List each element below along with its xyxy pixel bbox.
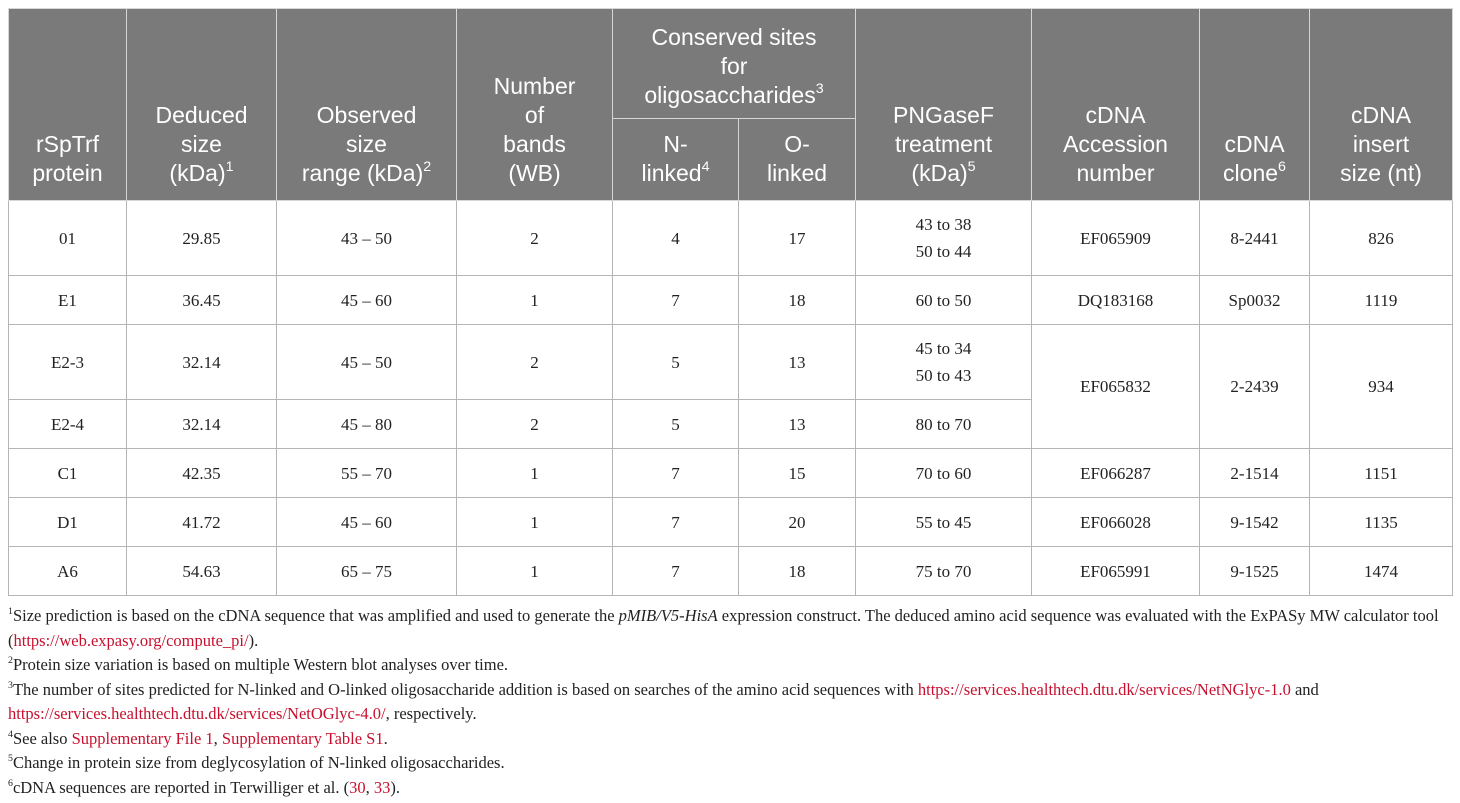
cell-n-linked: 7 — [613, 498, 739, 547]
table-row — [9, 449, 1453, 498]
cell-pngase: 70 to 60 — [856, 449, 1032, 498]
cell-accession: EF065991 — [1032, 547, 1200, 596]
table-container — [8, 8, 1452, 800]
footnote-2: $^2$Protein size variation is based on multiple Western blot analyses over time. — [8, 655, 509, 674]
cell-clone: 2-1514 — [1200, 449, 1310, 498]
cell-o-linked: 15 — [739, 449, 856, 498]
cell-accession: DQ183168 — [1032, 276, 1200, 325]
cell-n-linked: 5 — [613, 325, 739, 400]
col-header-clone: cDNA clone$^6$ — [1200, 9, 1310, 201]
cell-clone: 2-2439 — [1200, 325, 1310, 449]
cell-insert: 1119 — [1310, 276, 1453, 325]
cell-o-linked: 17 — [739, 201, 856, 276]
cell-insert: 826 — [1310, 201, 1453, 276]
col-header-n-linked: N- linked$^4$ — [613, 119, 739, 201]
col-header-accession: cDNA Accession number — [1032, 9, 1200, 201]
cell-o-linked: 20 — [739, 498, 856, 547]
table-row — [9, 201, 1453, 276]
col-header-deduced-size: Deduced size (kDa)$^1$ — [127, 9, 277, 201]
footnote-5: $^5$Change in protein size from deglycosylation of N-linked oligosaccharides. — [8, 753, 505, 772]
cell-clone: 9-1542 — [1200, 498, 1310, 547]
cell-protein: E2-4 — [9, 400, 127, 449]
cell-bands: 2 — [457, 201, 613, 276]
cell-deduced: 32.14 — [127, 400, 277, 449]
cell-protein: E1 — [9, 276, 127, 325]
cell-bands: 1 — [457, 498, 613, 547]
col-header-conserved-sites: Conserved sites for oligosaccharides$^3$ — [613, 9, 856, 119]
cell-insert: 934 — [1310, 325, 1453, 449]
cell-accession: EF065909 — [1032, 201, 1200, 276]
footnote-4: $^4$See also Supplementary File 1, Supplementary Table S1. — [8, 728, 388, 748]
table-row — [9, 547, 1453, 596]
cell-deduced: 42.35 — [127, 449, 277, 498]
reference-30-link[interactable]: 30 — [349, 777, 366, 797]
cell-deduced: 36.45 — [127, 276, 277, 325]
cell-o-linked: 13 — [739, 400, 856, 449]
expasy-link[interactable]: https://web.expasy.org/compute_pi/ — [13, 630, 249, 650]
cell-pngase: 43 to 38 50 to 44 — [856, 201, 1032, 276]
footnote-1: $^1$Size prediction is based on the cDNA sequence that was amplified and used to generate the pMIB/V5-HisA expression construct. The deduced amino acid sequence was evaluated with the ExPASy MW calculator tool (https://web.expasy.org/compute_pi/). — [8, 606, 1439, 650]
cell-observed: 45 – 50 — [277, 325, 457, 400]
cell-accession: EF066028 — [1032, 498, 1200, 547]
table-row — [9, 325, 1453, 400]
cell-observed: 65 – 75 — [277, 547, 457, 596]
cell-deduced: 41.72 — [127, 498, 277, 547]
footnote-6: $^6$cDNA sequences are reported in Terwilliger et al. (30, 33). — [8, 777, 401, 797]
cell-n-linked: 7 — [613, 547, 739, 596]
cell-observed: 43 – 50 — [277, 201, 457, 276]
col-header-pngasef: PNGaseF treatment (kDa)$^5$ — [856, 9, 1032, 201]
cell-protein: C1 — [9, 449, 127, 498]
cell-bands: 2 — [457, 400, 613, 449]
cell-observed: 45 – 80 — [277, 400, 457, 449]
cell-o-linked: 18 — [739, 276, 856, 325]
supplementary-table-link[interactable]: Supplementary Table S1 — [221, 728, 384, 748]
cell-insert: 1151 — [1310, 449, 1453, 498]
header-row-1 — [9, 9, 1453, 119]
cell-protein: A6 — [9, 547, 127, 596]
cell-accession: EF066287 — [1032, 449, 1200, 498]
cell-accession: EF065832 — [1032, 325, 1200, 449]
cell-n-linked: 7 — [613, 449, 739, 498]
cell-n-linked: 5 — [613, 400, 739, 449]
supplementary-file-link[interactable]: Supplementary File 1 — [71, 728, 214, 748]
cell-bands: 1 — [457, 547, 613, 596]
table-row — [9, 498, 1453, 547]
cell-bands: 1 — [457, 449, 613, 498]
cell-n-linked: 7 — [613, 276, 739, 325]
footnote-3: $^3$The number of sites predicted for N-linked and O-linked oligosaccharide addition is based on searches of the amino acid sequences with https://services.healthtech.dtu.dk/services/NetNGlyc-1.0 and https://services.healthtech.dtu.dk/services/NetOGlyc-4.0/, respectively. — [8, 679, 1319, 723]
cell-o-linked: 18 — [739, 547, 856, 596]
cell-observed: 45 – 60 — [277, 276, 457, 325]
cell-observed: 45 – 60 — [277, 498, 457, 547]
footnotes — [8, 604, 1452, 800]
cell-bands: 2 — [457, 325, 613, 400]
cell-deduced: 54.63 — [127, 547, 277, 596]
cell-n-linked: 4 — [613, 201, 739, 276]
cell-protein: 01 — [9, 201, 127, 276]
col-header-protein: rSpTrf protein — [9, 9, 127, 201]
netoglyc-link[interactable]: https://services.healthtech.dtu.dk/services/NetOGlyc-4.0/ — [8, 704, 386, 723]
cell-pngase: 75 to 70 — [856, 547, 1032, 596]
netnglyc-link[interactable]: https://services.healthtech.dtu.dk/services/NetNGlyc-1.0 — [917, 679, 1291, 699]
cell-pngase: 80 to 70 — [856, 400, 1032, 449]
cell-deduced: 29.85 — [127, 201, 277, 276]
cell-insert: 1135 — [1310, 498, 1453, 547]
protein-table — [8, 8, 1453, 596]
cell-pngase: 55 to 45 — [856, 498, 1032, 547]
col-header-number-of-bands: Number of bands (WB) — [457, 9, 613, 201]
cell-protein: E2-3 — [9, 325, 127, 400]
cell-protein: D1 — [9, 498, 127, 547]
col-header-o-linked: O- linked — [739, 119, 856, 201]
cell-clone: 8-2441 — [1200, 201, 1310, 276]
cell-insert: 1474 — [1310, 547, 1453, 596]
cell-bands: 1 — [457, 276, 613, 325]
col-header-insert-size: cDNA insert size (nt) — [1310, 9, 1453, 201]
cell-pngase: 45 to 34 50 to 43 — [856, 325, 1032, 400]
cell-pngase: 60 to 50 — [856, 276, 1032, 325]
cell-o-linked: 13 — [739, 325, 856, 400]
reference-33-link[interactable]: 33 — [373, 777, 391, 797]
table-row — [9, 276, 1453, 325]
cell-clone: 9-1525 — [1200, 547, 1310, 596]
cell-deduced: 32.14 — [127, 325, 277, 400]
cell-clone: Sp0032 — [1200, 276, 1310, 325]
col-header-observed-size: Observed size range (kDa)$^2$ — [277, 9, 457, 201]
cell-observed: 55 – 70 — [277, 449, 457, 498]
